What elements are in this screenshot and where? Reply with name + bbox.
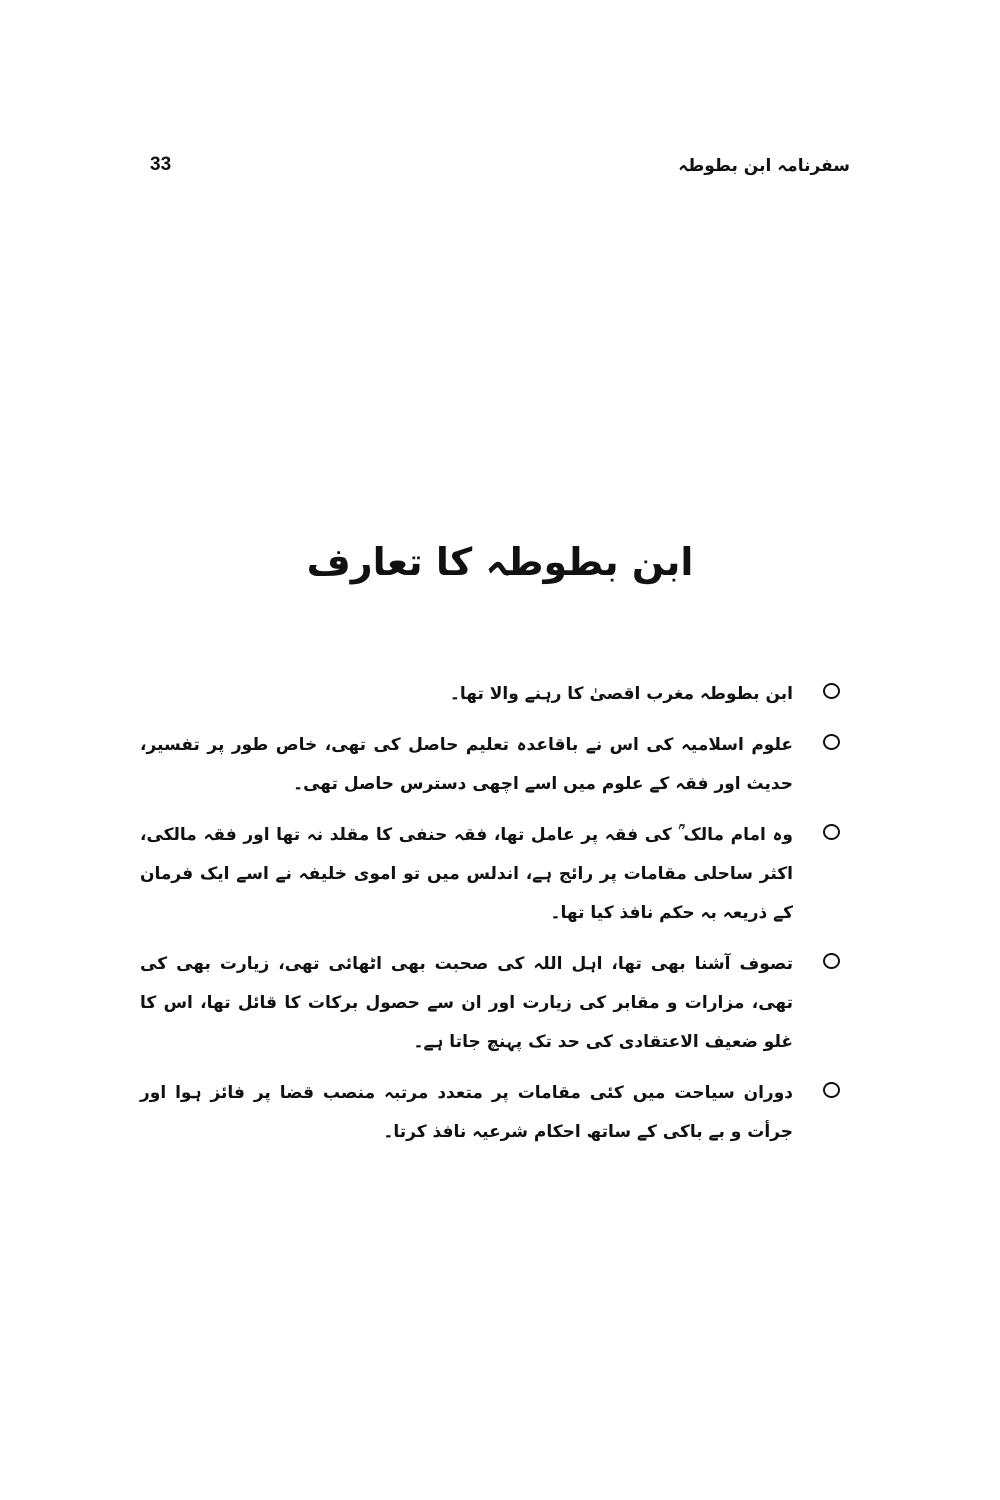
list-item	[140, 726, 840, 804]
point-text: وہ امام مالک ؒ کی فقہ پر عامل تھا، فقہ حنفی کا مقلد نہ تھا اور فقہ مالکی، اکثر ساحلی مقامات پر رائج ہے، اندلس میں تو اموی خلیفہ نے اسے ایک فرمان کے ذریعہ بہ حکم نافذ کیا تھا۔	[140, 825, 793, 923]
list-item	[140, 675, 840, 714]
list-item	[140, 816, 840, 933]
chapter-title: ابن بطوطہ کا تعارف	[306, 540, 694, 585]
list-item	[140, 1074, 840, 1152]
points-list	[140, 675, 840, 1164]
list-item	[140, 945, 840, 1062]
running-book-title: سفرنامہ ابن بطوطہ	[678, 155, 850, 176]
point-text: علوم اسلامیہ کی اس نے باقاعدہ تعلیم حاصل کی تھی، خاص طور پر تفسیر، حدیث اور فقہ کے علوم میں اسے اچھی دسترس حاصل تھی۔	[140, 735, 793, 794]
circle-bullet-icon	[823, 824, 840, 840]
circle-bullet-icon	[823, 734, 840, 750]
circle-bullet-icon	[823, 683, 840, 699]
point-text: ابن بطوطہ مغرب اقصیٰ کا رہنے والا تھا۔	[449, 684, 793, 704]
point-text: دوران سیاحت میں کئی مقامات پر متعدد مرتبہ منصب قضا پر فائز ہوا اور جرأت و بے باکی کے ساتھ احکام شرعیہ نافذ کرتا۔	[140, 1083, 793, 1142]
running-header	[150, 150, 850, 180]
circle-bullet-icon	[823, 1082, 840, 1098]
page-number: 33	[150, 154, 172, 175]
point-text: تصوف آشنا بھی تھا، اہل اللہ کی صحبت بھی اٹھائی تھی، زیارت بھی کی تھی، مزارات و مقابر کی زیارت اور ان سے حصول برکات کا قائل تھا، اس کا غلو ضعیف الاعتقادی کی حد تک پہنچ جاتا ہے۔	[140, 954, 793, 1052]
circle-bullet-icon	[823, 953, 840, 969]
